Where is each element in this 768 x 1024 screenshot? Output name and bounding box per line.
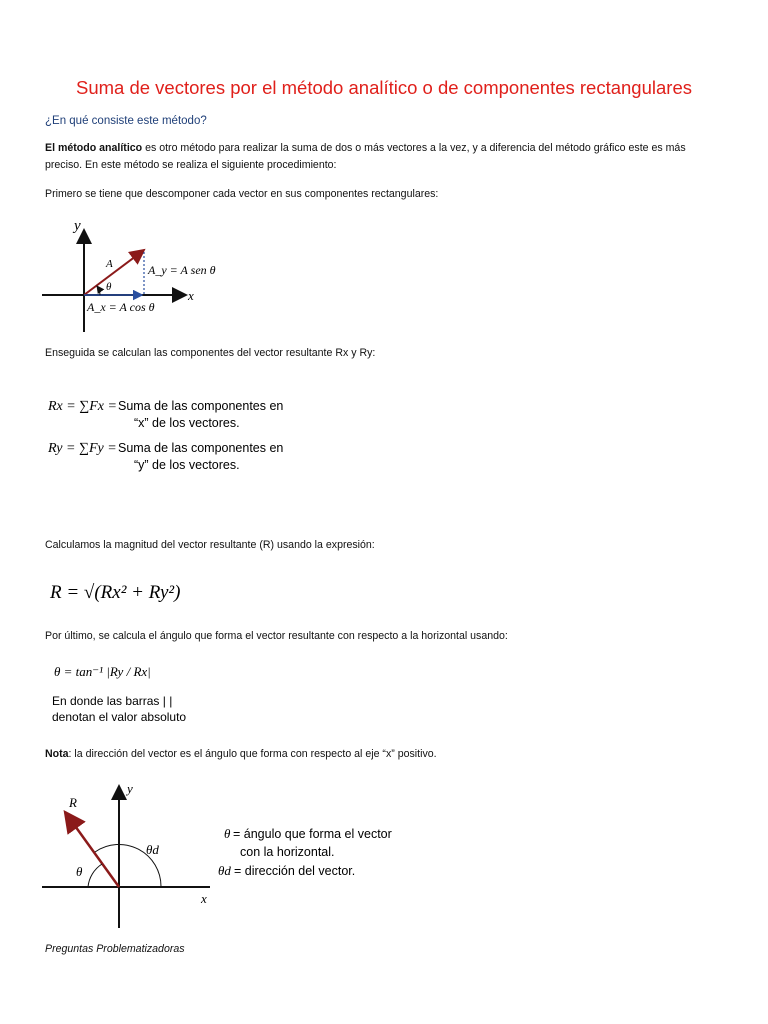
fig1-vector-label: A (106, 258, 113, 270)
ry-line2: “y” de los vectores. (134, 458, 240, 472)
intro-text: es otro método para realizar la suma de dos o más vectores a la vez, y a diferencia del método gráfico este es más preciso. En este método se realiza el siguiente procedimiento: (45, 142, 686, 171)
fig1-y-label: y (74, 218, 81, 234)
step3-text: Calculamos la magnitud del vector resultante (R) usando la expresión: (45, 539, 375, 551)
ry-lhs: Ry = ∑Fy = (48, 441, 117, 456)
fig2-theta: θ (76, 864, 83, 879)
fig2-r-label: R (69, 795, 77, 810)
step4-text: Por último, se calcula el ángulo que forma el vector resultante con respecto a la horizontal usando: (45, 630, 508, 642)
angle-formula-text: θ = tan⁻¹ |Ry / Rx| (54, 664, 151, 679)
note-text: : la dirección del vector es el ángulo que forma con respecto al eje “x” positivo. (68, 748, 437, 760)
rx-lhs: Rx = ∑Fx = (48, 399, 117, 414)
legend2: = dirección del vector. (234, 864, 356, 878)
vector-a (84, 250, 144, 295)
fig2-theta-d: θd (146, 842, 159, 857)
question-heading: ¿En qué consiste este método? (45, 115, 207, 127)
theta-arc-2 (88, 864, 102, 887)
footer-heading: Preguntas Problematizadoras (45, 943, 185, 955)
fig1-theta: θ (106, 281, 112, 293)
rx-line2: “x” de los vectores. (134, 416, 240, 430)
rx-line1: Suma de las componentes en (118, 399, 284, 413)
legend-theta-d: θd (218, 863, 231, 878)
magnitude-formula-text: R = √(Rx² + Ry²) (50, 582, 181, 603)
ry-line1: Suma de las componentes en (118, 441, 284, 455)
intro-paragraph (45, 140, 725, 174)
vector-r (65, 812, 119, 887)
note-paragraph (45, 746, 725, 763)
legend1a: = ángulo que forma el vector (233, 827, 392, 841)
intro-bold: El método analítico (45, 142, 143, 154)
magnitude-formula (50, 568, 230, 618)
abs-note-line2: denotan el valor absoluto (52, 710, 187, 724)
vector-decomposition-figure (40, 212, 240, 342)
angle-formula (54, 652, 214, 692)
fig2-x-label: x (201, 891, 207, 906)
page-title: Suma de vectores por el método analítico o de componentes rectangulares (75, 77, 692, 98)
direction-legend (218, 824, 418, 884)
fig1-ay-expression: A_y = A sen θ (148, 263, 216, 277)
legend-theta: θ (224, 826, 231, 841)
resultant-components-definitions (48, 396, 308, 486)
step1-text: Primero se tiene que descomponer cada vector en sus componentes rectangulares: (45, 188, 439, 200)
fig1-x-label: x (188, 288, 194, 303)
note-bold: Nota (45, 748, 69, 760)
fig1-ax-expression: A_x = A cos θ (87, 300, 155, 314)
fig2-y-label: y (127, 781, 133, 796)
step2-text: Enseguida se calculan las componentes del vector resultante Rx y Ry: (45, 347, 376, 359)
theta-arc (97, 286, 100, 295)
abs-note-line1: En donde las barras | | (52, 694, 173, 708)
legend1b: con la horizontal. (240, 845, 335, 859)
absolute-value-note (52, 692, 252, 732)
